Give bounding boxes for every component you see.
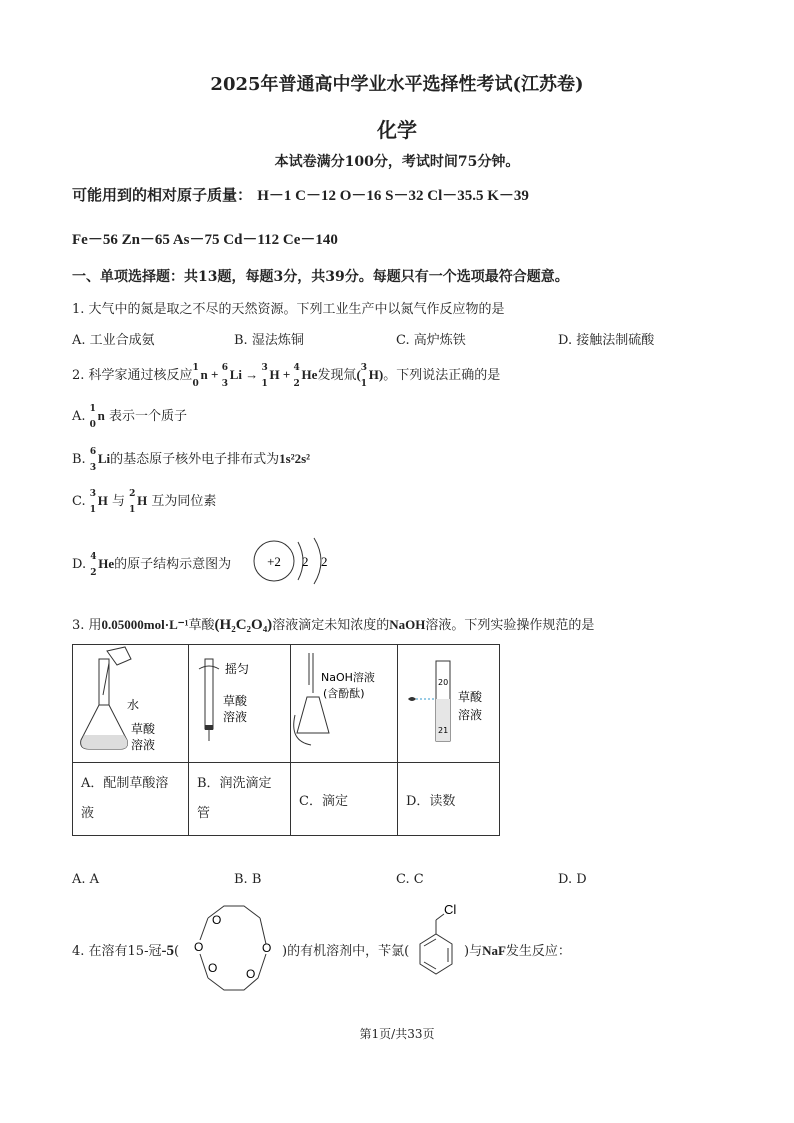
- experiment-table: [72, 644, 500, 836]
- q1-option-d: D. 接触法制硫酸: [558, 333, 655, 348]
- q2-stem: 2. 科学家通过核反应 1 0 n + 6 3 Li → 3 1 H + 4 2 He发现氚( 3 1 H)。下列说法正确的是: [72, 362, 501, 389]
- q3-answer-a: A. A: [72, 872, 100, 887]
- atomic-masses-values-1: H－1 C－12 O－16 S－32 Cl－35.5 K－39: [257, 188, 529, 204]
- caption-b-1: B．润洗滴定: [197, 776, 272, 791]
- subject-title: 化学: [377, 118, 417, 142]
- burette-tube: [205, 659, 213, 729]
- q2-option-c-text: 互为同位素: [151, 494, 217, 509]
- label-oxalic-b2: 溶液: [223, 710, 248, 724]
- figure-cell-d: [398, 645, 500, 763]
- shell-2-electrons: 2: [321, 554, 328, 569]
- q4-stem-right: [464, 940, 571, 959]
- page-footer: 第1页/共33页: [359, 1027, 435, 1041]
- hand-outline: [294, 715, 311, 745]
- volumetric-flask-figure: [73, 645, 188, 758]
- cl-bond: [436, 914, 444, 920]
- label-shake: 摇匀: [225, 662, 250, 676]
- q2-suffix-b: 。下列说法正确的是: [383, 368, 501, 383]
- benzene-ring: [420, 934, 452, 974]
- caption-a: [73, 763, 189, 836]
- q3-end: 溶液。下列实验操作规范的是: [425, 618, 595, 633]
- shell-1-electrons: 2: [302, 554, 309, 569]
- caption-c: C．滴定: [291, 763, 398, 836]
- q4-tail: 发生反应：: [505, 944, 571, 959]
- caption-b-2: 管: [197, 806, 211, 821]
- q3-mid2: 溶液滴定未知浓度的: [272, 618, 390, 633]
- ring-bond-left-top: [200, 918, 208, 940]
- crown-number: -5: [161, 943, 174, 959]
- nucleus-charge: +2: [267, 554, 281, 569]
- tritium-symbol-2: 3 1: [360, 362, 368, 389]
- q1-option-a: A. 工业合成氨: [72, 333, 155, 348]
- oxalic-formula: (H₂C₂O₄): [214, 617, 273, 633]
- label-oxalic-d1: 草酸: [458, 690, 483, 704]
- rotate-arrow: [199, 666, 219, 669]
- ring-bond-left: [200, 954, 208, 978]
- shell-arc-2: [314, 538, 321, 584]
- crown-ether-structure: [186, 898, 282, 998]
- helium-symbol: 4 2: [293, 362, 300, 389]
- li6-symbol: 6 3: [221, 362, 228, 389]
- label-oxalic-a1: 草酸: [131, 722, 156, 736]
- atomic-masses-label: 可能用到的相对原子质量：: [72, 186, 253, 204]
- caption-row: [73, 763, 500, 836]
- caption-d: D．读数: [398, 763, 500, 836]
- q3-concentration: 0.05000mol·L⁻¹: [101, 617, 189, 632]
- flask-neck: [99, 659, 109, 705]
- figure-row: [73, 645, 500, 763]
- q3-answer-d: D. D: [558, 872, 587, 887]
- q1-option-c: C. 高炉炼铁: [396, 333, 466, 348]
- naoh-formula: NaOH: [389, 617, 426, 632]
- oxygen-1: O: [212, 913, 222, 927]
- q3-prefix: 3. 用: [72, 618, 102, 633]
- q2-option-a-text: 表示一个质子: [109, 409, 188, 424]
- neutron-symbol: 1 0: [192, 362, 199, 389]
- q2-option-a: A. 1 0 n 表示一个质子: [72, 403, 188, 430]
- oxygen-4: O: [194, 940, 204, 954]
- burette-reading-figure: [398, 645, 499, 758]
- figure-cell-c: [291, 645, 398, 763]
- q2-option-c: C. 3 1 H 与 2 1 H 互为同位素: [72, 488, 217, 515]
- oxygen-5: O: [246, 967, 256, 981]
- q4-end: )与: [464, 944, 483, 959]
- glass-rod: [103, 663, 109, 695]
- q2-option-b-text: 的基态原子核外电子排布式为: [110, 452, 280, 467]
- caption-a-2: 液: [81, 806, 95, 821]
- tritium-symbol: 3 1: [261, 362, 268, 389]
- caption-b: [189, 763, 291, 836]
- label-phenolphthalein: (含酚酞): [323, 687, 365, 700]
- eye-icon: [408, 697, 416, 701]
- tick-20: 20: [438, 678, 449, 687]
- burette-rinse-figure: [189, 645, 290, 758]
- q1-stem: 1. 大气中的氮是取之不尽的天然资源。下列工业生产中以氮气作反应物的是: [72, 302, 505, 317]
- q2-suffix-a: 发现氚: [317, 368, 357, 383]
- q3-answer-c: C. C: [396, 872, 424, 887]
- q2-option-d: D. 4 2 He的原子结构示意图为: [72, 551, 232, 578]
- label-water: 水: [127, 698, 140, 712]
- oxygen-2: O: [262, 941, 272, 955]
- label-oxalic-d2: 溶液: [458, 708, 483, 722]
- burette-stopcock: [205, 725, 213, 730]
- section-title: 一、单项选择题：共13题，每题3分，共39分。每题只有一个选项最符合题意。: [72, 269, 569, 285]
- q4-stem-mid: )的有机溶剂中，苄氯(: [282, 944, 410, 959]
- naf-formula: NaF: [482, 943, 506, 958]
- label-oxalic-a2: 溶液: [131, 738, 156, 752]
- q2-prefix: 2. 科学家通过核反应: [72, 368, 193, 383]
- conical-flask: [297, 697, 329, 733]
- label-naoh: NaOH溶液: [321, 671, 375, 684]
- q3-mid: 草酸: [188, 618, 215, 633]
- flask-liquid: [81, 735, 127, 749]
- atomic-masses-line-2: Fe－56 Zn－65 As－75 Cd－112 Ce－140: [72, 232, 338, 248]
- atom-structure-diagram: [250, 536, 340, 586]
- tick-21: 21: [438, 726, 449, 735]
- q2-option-b: B. 6 3 Li的基态原子核外电子排布式为1s²2s²: [72, 446, 311, 473]
- exam-title: 2025年普通高中学业水平选择性考试(江苏卷): [210, 74, 584, 95]
- exam-note: 本试卷满分100分，考试时间75分钟。: [274, 154, 520, 170]
- atomic-masses-line-1: [72, 184, 529, 205]
- label-oxalic-b1: 草酸: [223, 694, 248, 708]
- q2-option-d-text: 的原子结构示意图为: [114, 557, 232, 572]
- figure-cell-b: [189, 645, 291, 763]
- q3-stem: [72, 614, 594, 634]
- q4-stem-left: 4. 在溶有15-冠-5(: [72, 943, 180, 959]
- q4-mid: 的有机溶剂中，苄氯(: [287, 944, 410, 959]
- figure-cell-a: [73, 645, 189, 763]
- oxygen-3: O: [208, 961, 218, 975]
- q4-prefix: 4. 在溶有15-冠: [72, 944, 162, 959]
- q3-answer-b: B. B: [234, 872, 262, 887]
- electron-config: 1s²2s²: [279, 451, 311, 466]
- q1-option-b: B. 湿法炼铜: [234, 333, 304, 348]
- benzyl-chloride-structure: [410, 900, 466, 980]
- beaker-pouring: [107, 647, 131, 665]
- caption-a-1: A．配制草酸溶: [81, 776, 169, 791]
- titration-figure: [291, 645, 397, 758]
- chlorine-atom: Cl: [444, 902, 457, 917]
